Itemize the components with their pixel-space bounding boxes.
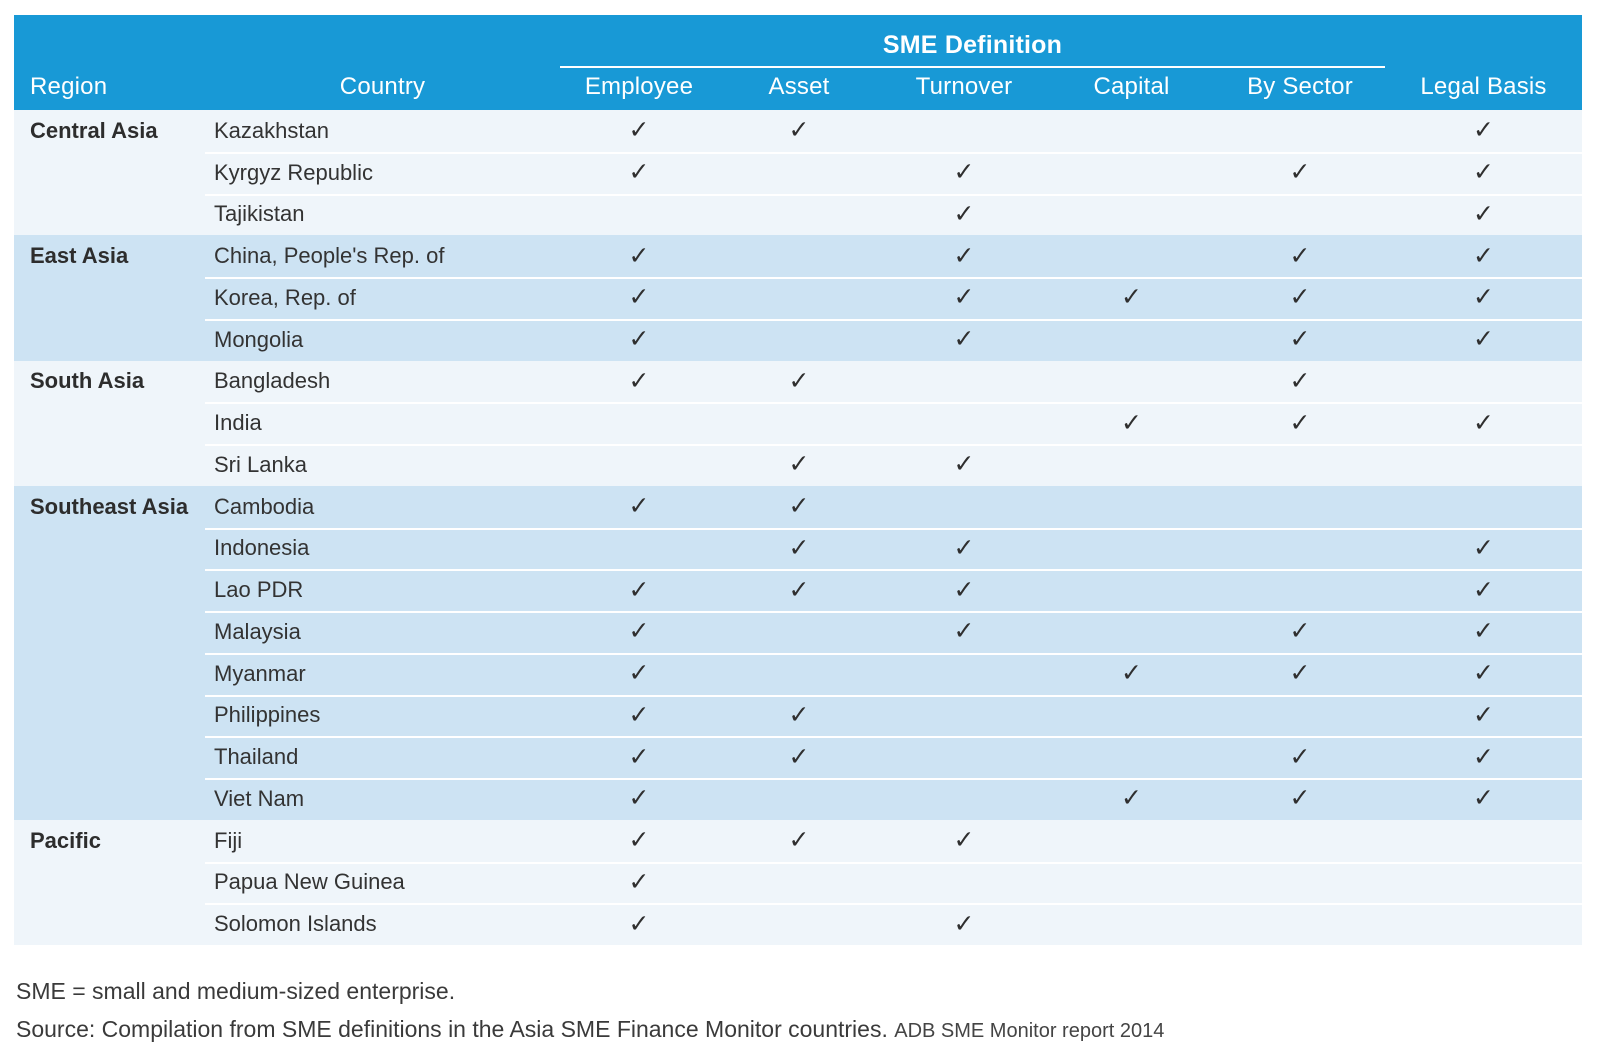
region-label [14, 862, 205, 904]
check-empty [1048, 486, 1215, 528]
check-mark-turnover: ✓ [953, 283, 975, 312]
column-header-by-sector: By Sector [1247, 73, 1353, 100]
check-mark-capital: ✓ [1121, 283, 1142, 312]
check-empty [1385, 903, 1582, 945]
region-label: East Asia [30, 243, 129, 269]
check-empty [560, 194, 718, 236]
check-empty [1048, 361, 1215, 403]
table-row [14, 528, 1582, 570]
check-mark-turnover: ✓ [953, 199, 975, 228]
check-empty [1048, 444, 1215, 486]
check-mark-employee: ✓ [628, 325, 650, 354]
country-label: India [214, 410, 262, 436]
country-label: Cambodia [214, 493, 315, 519]
table-row [14, 110, 1582, 152]
check-mark-employee: ✓ [628, 659, 650, 688]
table-row [14, 361, 1582, 403]
check-mark-legal-basis: ✓ [1473, 283, 1494, 312]
check-mark-by-sector: ✓ [1289, 366, 1311, 395]
table-row [14, 695, 1582, 737]
region-label [14, 277, 205, 319]
country-label: Philippines [214, 702, 321, 728]
check-empty [718, 653, 880, 695]
table-row [14, 402, 1582, 444]
table-row [14, 653, 1582, 695]
check-empty [560, 444, 718, 486]
region-label: Southeast Asia [30, 493, 189, 519]
country-label: Kyrgyz Republic [214, 159, 373, 185]
check-empty [1048, 194, 1215, 236]
check-mark-legal-basis: ✓ [1473, 116, 1494, 145]
check-mark-turnover: ✓ [953, 325, 975, 354]
region-section-central-asia [14, 110, 1582, 235]
table-row [14, 736, 1582, 778]
group-header-row [14, 15, 1582, 68]
check-mark-asset: ✓ [788, 366, 810, 395]
check-empty [1048, 152, 1215, 194]
footnote-source [16, 1010, 1164, 1050]
country-label: Korea, Rep. of [214, 284, 356, 310]
check-mark-asset: ✓ [788, 575, 810, 604]
check-empty [1385, 444, 1582, 486]
check-mark-by-sector: ✓ [1289, 283, 1311, 312]
footnotes [16, 972, 1164, 1050]
check-empty [1215, 862, 1385, 904]
check-empty [1048, 110, 1215, 152]
check-empty [718, 194, 880, 236]
check-mark-by-sector: ✓ [1289, 158, 1311, 187]
check-mark-turnover: ✓ [953, 158, 975, 187]
check-empty [718, 778, 880, 820]
footnote-source-text: Source: Compilation from SME definitions in the Asia SME Finance Monitor countries. [16, 1016, 888, 1042]
check-mark-legal-basis: ✓ [1473, 158, 1494, 187]
check-empty [880, 653, 1048, 695]
check-mark-by-sector: ✓ [1289, 659, 1311, 688]
check-empty [718, 152, 880, 194]
column-header-region: Region [30, 73, 108, 100]
footnote-sme-abbreviation: SME = small and medium-sized enterprise. [16, 978, 456, 1004]
country-label: China, People's Rep. of [214, 243, 445, 269]
check-empty [1048, 528, 1215, 570]
check-mark-employee: ✓ [628, 575, 650, 604]
table-row [14, 235, 1582, 277]
check-mark-legal-basis: ✓ [1473, 659, 1494, 688]
check-empty [1048, 695, 1215, 737]
check-mark-legal-basis: ✓ [1473, 742, 1494, 771]
table-header [14, 15, 1582, 110]
check-mark-legal-basis: ✓ [1473, 575, 1494, 604]
table-row [14, 820, 1582, 862]
region-label [14, 569, 205, 611]
check-mark-legal-basis: ✓ [1473, 199, 1494, 228]
check-mark-by-sector: ✓ [1289, 325, 1311, 354]
table-body [14, 110, 1582, 945]
check-mark-by-sector: ✓ [1289, 241, 1311, 270]
check-mark-turnover: ✓ [953, 533, 975, 562]
region-section-pacific [14, 820, 1582, 945]
check-mark-by-sector: ✓ [1289, 408, 1311, 437]
check-empty [560, 528, 718, 570]
check-empty [1048, 862, 1215, 904]
check-empty [1048, 820, 1215, 862]
check-mark-capital: ✓ [1121, 659, 1142, 688]
check-empty [1385, 361, 1582, 403]
check-mark-asset: ✓ [788, 826, 810, 855]
region-label [14, 903, 205, 945]
check-mark-employee: ✓ [628, 492, 650, 521]
sme-definition-table [14, 15, 1582, 945]
check-empty [718, 319, 880, 361]
check-empty [880, 778, 1048, 820]
country-label: Kazakhstan [214, 117, 329, 143]
column-header-country: Country [339, 73, 426, 100]
check-empty [718, 235, 880, 277]
check-mark-turnover: ✓ [953, 450, 975, 479]
check-empty [1048, 235, 1215, 277]
country-label: Malaysia [214, 618, 301, 644]
check-mark-turnover: ✓ [953, 909, 975, 938]
check-empty [1215, 486, 1385, 528]
check-empty [1385, 862, 1582, 904]
check-mark-by-sector: ✓ [1289, 784, 1311, 813]
region-label [14, 152, 205, 194]
region-label [14, 319, 205, 361]
check-empty [560, 402, 718, 444]
check-empty [1385, 486, 1582, 528]
check-empty [1215, 820, 1385, 862]
check-mark-by-sector: ✓ [1289, 742, 1311, 771]
country-label: Indonesia [214, 535, 310, 561]
region-section-southeast-asia [14, 486, 1582, 820]
check-empty [1048, 319, 1215, 361]
check-empty [1215, 528, 1385, 570]
check-empty [1048, 903, 1215, 945]
country-label: Tajikistan [214, 201, 305, 227]
check-empty [1215, 110, 1385, 152]
table-row [14, 611, 1582, 653]
check-mark-employee: ✓ [628, 742, 650, 771]
country-label: Papua New Guinea [214, 869, 405, 895]
region-label: Pacific [30, 827, 101, 853]
table-row [14, 862, 1582, 904]
check-mark-employee: ✓ [628, 366, 650, 395]
footnote-source-report: ADB SME Monitor report 2014 [894, 1020, 1165, 1042]
table-row [14, 444, 1582, 486]
check-mark-legal-basis: ✓ [1473, 241, 1494, 270]
check-mark-employee: ✓ [628, 784, 650, 813]
check-empty [880, 402, 1048, 444]
check-mark-capital: ✓ [1121, 784, 1142, 813]
check-mark-asset: ✓ [788, 492, 810, 521]
country-label: Viet Nam [214, 785, 305, 811]
check-mark-turnover: ✓ [953, 575, 975, 604]
country-label: Myanmar [214, 660, 306, 686]
check-mark-legal-basis: ✓ [1473, 784, 1494, 813]
check-empty [1215, 569, 1385, 611]
column-header-turnover: Turnover [915, 73, 1013, 100]
check-empty [880, 736, 1048, 778]
check-mark-employee: ✓ [628, 826, 650, 855]
check-empty [718, 277, 880, 319]
country-label: Mongolia [214, 326, 304, 352]
table-row [14, 152, 1582, 194]
column-header-asset: Asset [768, 73, 830, 100]
check-empty [718, 862, 880, 904]
region-label [14, 736, 205, 778]
check-mark-legal-basis: ✓ [1473, 533, 1494, 562]
check-mark-employee: ✓ [628, 158, 650, 187]
region-label [14, 194, 205, 236]
group-header-spacer-left [14, 15, 560, 68]
check-mark-employee: ✓ [628, 867, 650, 896]
check-mark-employee: ✓ [628, 283, 650, 312]
region-label [14, 653, 205, 695]
check-empty [718, 611, 880, 653]
check-mark-asset: ✓ [788, 450, 810, 479]
column-header-employee: Employee [584, 73, 694, 100]
check-mark-asset: ✓ [788, 742, 810, 771]
check-empty [718, 903, 880, 945]
region-label [14, 444, 205, 486]
region-label [14, 402, 205, 444]
check-empty [880, 695, 1048, 737]
table-row [14, 778, 1582, 820]
check-empty [1048, 736, 1215, 778]
check-empty [880, 862, 1048, 904]
region-label [14, 778, 205, 820]
check-mark-asset: ✓ [788, 533, 810, 562]
table-row [14, 486, 1582, 528]
check-mark-capital: ✓ [1121, 408, 1142, 437]
group-header-sme-definition: SME Definition [560, 15, 1385, 68]
check-mark-asset: ✓ [788, 116, 810, 145]
table-row [14, 569, 1582, 611]
check-empty [1215, 444, 1385, 486]
region-section-east-asia [14, 235, 1582, 360]
check-mark-legal-basis: ✓ [1473, 325, 1494, 354]
check-mark-turnover: ✓ [953, 241, 975, 270]
country-label: Thailand [214, 744, 299, 770]
check-mark-legal-basis: ✓ [1473, 700, 1494, 729]
region-label: Central Asia [30, 117, 158, 143]
table-row [14, 277, 1582, 319]
country-label: Sri Lanka [214, 451, 307, 477]
column-header-legal-basis: Legal Basis [1420, 73, 1547, 100]
check-empty [1215, 903, 1385, 945]
check-empty [1215, 194, 1385, 236]
check-mark-turnover: ✓ [953, 617, 975, 646]
check-empty [880, 486, 1048, 528]
check-empty [1048, 611, 1215, 653]
check-mark-by-sector: ✓ [1289, 617, 1311, 646]
check-empty [1215, 695, 1385, 737]
table-row [14, 194, 1582, 236]
check-empty [1385, 820, 1582, 862]
check-empty [1048, 569, 1215, 611]
country-label: Lao PDR [214, 577, 304, 603]
check-empty [880, 110, 1048, 152]
region-label [14, 528, 205, 570]
check-mark-employee: ✓ [628, 116, 650, 145]
country-label: Bangladesh [214, 368, 331, 394]
column-header-row [14, 68, 1582, 110]
check-mark-legal-basis: ✓ [1473, 408, 1494, 437]
table-row [14, 319, 1582, 361]
table-row [14, 903, 1582, 945]
check-mark-turnover: ✓ [953, 826, 975, 855]
check-empty [718, 402, 880, 444]
check-mark-legal-basis: ✓ [1473, 617, 1494, 646]
check-mark-asset: ✓ [788, 700, 810, 729]
column-header-capital: Capital [1093, 73, 1170, 100]
check-mark-employee: ✓ [628, 241, 650, 270]
group-header-spacer-right [1385, 15, 1582, 68]
check-mark-employee: ✓ [628, 700, 650, 729]
region-label [14, 611, 205, 653]
country-label: Fiji [214, 827, 243, 853]
region-label: South Asia [30, 368, 145, 394]
check-empty [880, 361, 1048, 403]
check-mark-employee: ✓ [628, 617, 650, 646]
region-section-south-asia [14, 361, 1582, 486]
check-mark-employee: ✓ [628, 909, 650, 938]
region-label [14, 695, 205, 737]
country-label: Solomon Islands [214, 911, 377, 937]
